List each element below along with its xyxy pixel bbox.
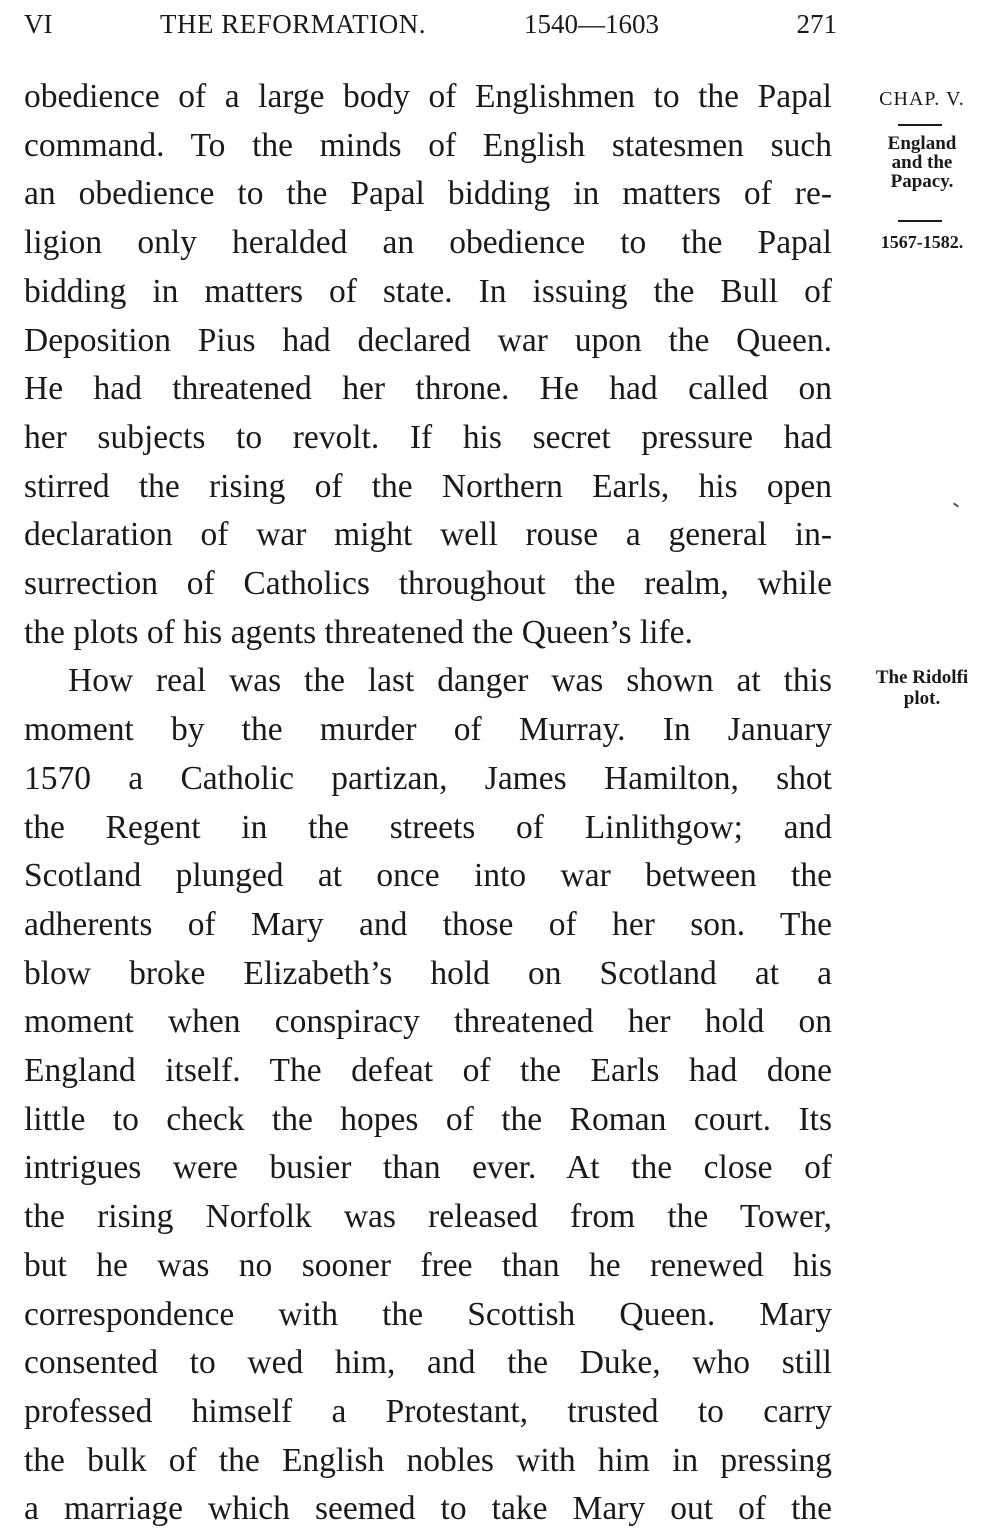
margin-rule bbox=[898, 124, 942, 126]
paragraph-2 bbox=[24, 657, 832, 1534]
text-line: command. To the minds of English statesmen such bbox=[24, 126, 832, 164]
text-line: little to check the hopes of the Roman court. Its bbox=[24, 1100, 832, 1138]
text-line: moment when conspiracy threatened her hold on bbox=[24, 1003, 832, 1041]
text-line: bidding in matters of state. In issuing the Bull of bbox=[24, 272, 832, 310]
margin-rule bbox=[898, 220, 942, 222]
text-line: He had threatened her throne. He had called on bbox=[24, 370, 832, 408]
paragraph-1 bbox=[24, 73, 832, 657]
text-line: professed himself a Protestant, trusted to carry bbox=[24, 1392, 832, 1430]
text-line: blow broke Elizabeth’s hold on Scotland at a bbox=[24, 954, 832, 992]
text-line: the plots of his agents threatened the Queen’s life. bbox=[24, 613, 693, 651]
text-line: her subjects to revolt. If his secret pressure had bbox=[24, 418, 832, 456]
text-line: the Regent in the streets of Linlithgow; and bbox=[24, 808, 832, 846]
text-line: but he was no sooner free than he renewed his bbox=[24, 1246, 832, 1284]
plot-line: The Ridolfi bbox=[875, 667, 969, 688]
text-line: a marriage which seemed to take Mary out of the bbox=[24, 1490, 832, 1528]
running-header bbox=[24, 4, 839, 44]
body-text bbox=[24, 73, 832, 1534]
text-line: adherents of Mary and those of her son. The bbox=[24, 905, 832, 943]
plot-line: plot. bbox=[903, 688, 941, 709]
topic-line: Papacy. bbox=[890, 171, 954, 192]
text-line: England itself. The defeat of the Earls had done bbox=[24, 1052, 832, 1090]
running-title: THE REFORMATION. bbox=[160, 9, 427, 39]
text-line: correspondence with the Scottish Queen. Mary bbox=[24, 1295, 832, 1333]
text-line: declaration of war might well rouse a general in- bbox=[24, 516, 832, 554]
section-number: VI bbox=[24, 9, 53, 39]
text-line: ligion only heralded an obedience to the Papal bbox=[24, 224, 832, 262]
text-line: Deposition Pius had declared war upon the Queen. bbox=[24, 321, 832, 359]
chapter-label: CHAP. V. bbox=[879, 88, 965, 110]
text-line: consented to wed him, and the Duke, who still bbox=[24, 1344, 832, 1382]
text-line: moment by the murder of Murray. In January bbox=[24, 711, 832, 749]
text-line: How real was the last danger was shown at this bbox=[68, 662, 832, 700]
page-number: 271 bbox=[796, 9, 837, 39]
text-line: Scotland plunged at once into war between the bbox=[24, 857, 832, 895]
ink-speck bbox=[953, 502, 959, 507]
text-line: 1570 a Catholic partizan, James Hamilton, shot bbox=[24, 759, 832, 797]
text-line: stirred the rising of the Northern Earls, his open bbox=[24, 467, 832, 505]
text-line: the bulk of the English nobles with him in pressing bbox=[24, 1441, 832, 1479]
text-line: obedience of a large body of Englishmen to the Papal bbox=[24, 78, 832, 115]
text-line: intrigues were busier than ever. At the close of bbox=[24, 1149, 832, 1187]
plot-note bbox=[852, 667, 992, 709]
text-line: the rising Norfolk was released from the Tower, bbox=[24, 1198, 832, 1236]
years-note: 1567-1582. bbox=[880, 232, 964, 252]
running-dates: 1540—1603 bbox=[524, 9, 659, 39]
topic-note bbox=[852, 134, 992, 191]
text-line: an obedience to the Papal bidding in matters of re- bbox=[24, 175, 832, 213]
topic-line: and the bbox=[891, 152, 953, 173]
text-line: surrection of Catholics throughout the realm, while bbox=[24, 565, 832, 603]
topic-line: England bbox=[887, 133, 957, 154]
